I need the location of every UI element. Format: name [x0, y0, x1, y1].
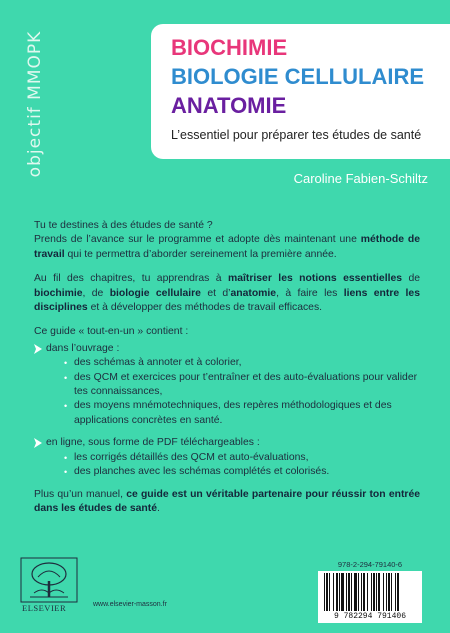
closing-paragraph: [34, 488, 420, 517]
p2-j: liens entre les disciplines: [34, 287, 420, 314]
p2-c: de: [402, 273, 421, 285]
title-biologie-cellulaire: BIOLOGIE CELLULAIRE: [171, 64, 424, 89]
author-name: Caroline Fabien-Schiltz: [293, 171, 428, 186]
in-book-label: dans l’ouvrage :: [46, 342, 120, 354]
list-item: • les corrigés détaillés des QCM et auto-évaluations,: [64, 451, 420, 465]
online-heading: [34, 436, 420, 450]
list-item: • des QCM et exercices pour t’entraîner et des auto-évaluations pour valider tes connaissances,: [64, 371, 420, 400]
chapters-paragraph: [34, 272, 420, 315]
list-item: • des planches avec les schémas complétés et colorisés.: [64, 465, 420, 479]
p2-b: maîtriser les notions essentielles: [227, 273, 403, 285]
barcode-number: 9 782294 791406: [333, 612, 406, 621]
title-biochimie: BIOCHIMIE: [171, 35, 288, 60]
p2-h: anatomie: [230, 287, 277, 299]
barcode: [318, 571, 422, 623]
intro-paragraph: [34, 219, 420, 262]
list-item: • des moyens mnémotechniques, des repères méthodologiques et des applications concrètes en santé.: [64, 399, 420, 428]
back-cover-text: [34, 219, 420, 526]
barcode-bars: [318, 573, 422, 613]
isbn: 978-2-294-79140-6: [337, 560, 403, 569]
p2-f: biologie cellulaire: [109, 287, 201, 299]
in-book-list: [34, 356, 420, 428]
p2-a: Au fil des chapitres, tu apprendras à: [34, 273, 228, 285]
arrow-marker-icon: [34, 438, 42, 448]
guide-intro: Ce guide « tout-en-un » contient :: [34, 326, 189, 338]
online-list: [34, 451, 420, 480]
list-item: • des schémas à annoter et à colorier,: [64, 356, 420, 370]
p2-d: biochimie: [34, 287, 83, 299]
p2-g: et d’: [200, 287, 231, 299]
intro-text-end: qui te permettra d’aborder sereinement la première année.: [64, 248, 337, 260]
intro-question: Tu te destines à des études de santé ?: [34, 220, 213, 231]
p2-i: , à faire les: [276, 287, 344, 299]
intro-bold: méthode de travail: [34, 234, 421, 260]
closing-a: Plus qu’un manuel,: [34, 488, 127, 500]
publisher-url[interactable]: www.elsevier-masson.fr: [93, 601, 167, 608]
in-book-heading: [34, 342, 420, 356]
online-label: en ligne, sous forme de PDF téléchargeables :: [46, 437, 260, 449]
intro-text: Prends de l’avance sur le programme et adopte dès maintenant une: [34, 234, 361, 246]
publisher-name: ELSEVIER: [22, 603, 67, 613]
p2-k: et à développer des méthodes de travail efficaces.: [87, 302, 323, 314]
p2-e: , de: [82, 287, 110, 299]
title-anatomie: ANATOMIE: [171, 93, 287, 118]
title-box: [151, 24, 450, 159]
closing-c: .: [157, 502, 160, 514]
brand-vertical-label: objectif MMOPK: [25, 30, 45, 178]
arrow-marker-icon: [34, 344, 42, 354]
closing-b: ce guide est un véritable partenaire pour réussir ton entrée dans les études de santé: [34, 488, 421, 514]
subtitle: L’essentiel pour préparer tes études de santé: [171, 128, 422, 142]
